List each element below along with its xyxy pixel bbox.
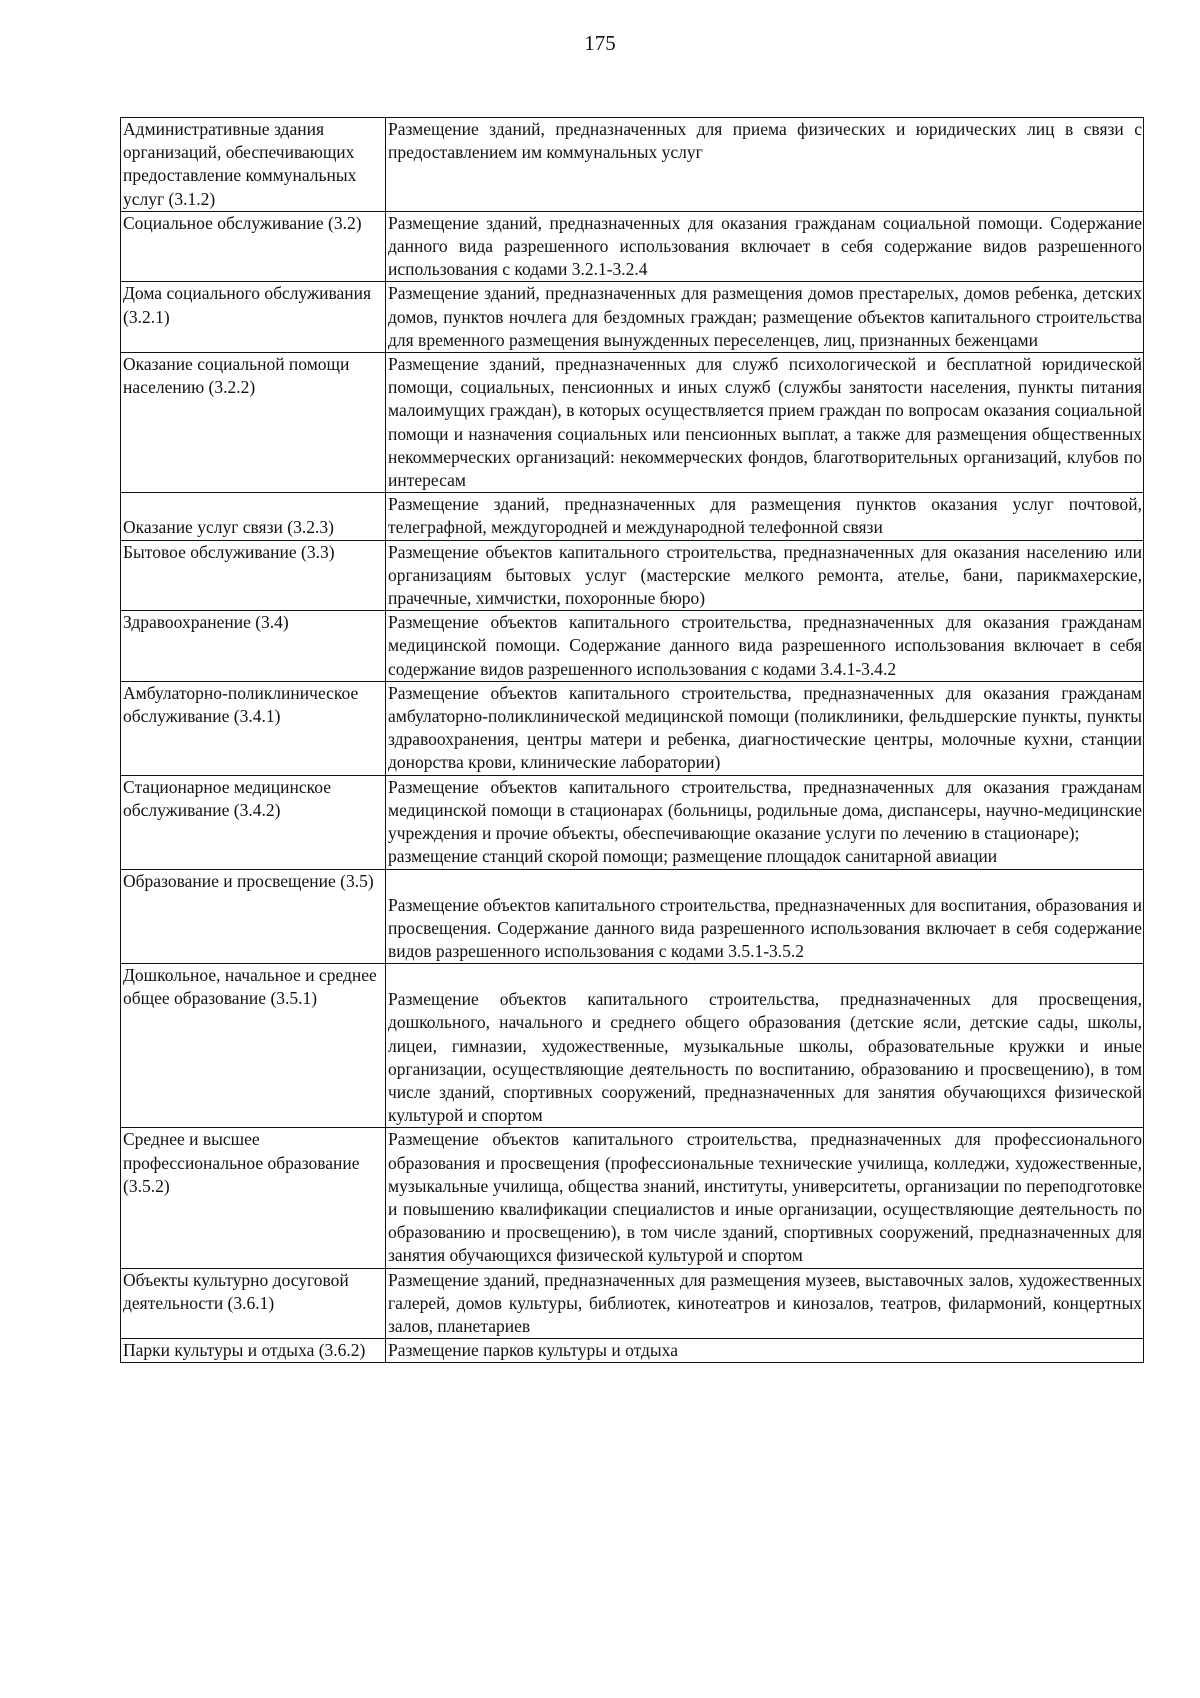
use-type-name: Административные здания организаций, обеспечивающих предоставление коммунальных услуг (3.1.2)	[123, 119, 357, 209]
use-type-name: Образование и просвещение (3.5)	[123, 870, 374, 891]
use-type-cell	[121, 775, 386, 869]
use-type-name: Объекты культурно досуговой деятельности (3.6.1)	[123, 1269, 349, 1313]
use-type-description: Размещение объектов капитального строительства, предназначенных для оказания гражданам амбулаторно-поликлинической медицинской помощи (поликлиники, фельдшерские пункты, пункты здравоохранения, центры матери и ребенка, диагностические центры, молочные кухни, станции донорства крови, клинические лаборатории)	[388, 682, 1142, 773]
use-type-cell	[121, 353, 386, 493]
table-row	[121, 540, 1144, 611]
land-use-table	[120, 117, 1144, 1363]
table-row	[121, 775, 1144, 869]
use-type-description: Размещение объектов капитального строительства, предназначенных для оказания населению или организациям бытовых услуг (мастерские мелкого ремонта, ателье, бани, парикмахерские, прачечные, химчистки, похоронные бюро)	[388, 541, 1142, 609]
use-description-cell	[386, 869, 1144, 964]
use-type-cell	[121, 211, 386, 282]
use-type-description: Размещение объектов капитального строительства, предназначенных для воспитания, образования и просвещения. Содержание данного вида разрешенного использования включает в себя содержание видов разрешенного использования с кодами 3.5.1-3.5.2	[388, 894, 1142, 961]
use-type-description: Размещение зданий, предназначенных для оказания гражданам социальной помощи. Содержание данного вида разрешенного использования включает в себя содержание видов разрешенного использования с кодами 3.2.1-3.2.4	[388, 212, 1142, 280]
use-type-name: Бытовое обслуживание (3.3)	[123, 541, 335, 562]
table-row	[121, 1268, 1144, 1339]
use-type-description: Размещение объектов капитального строительства, предназначенных для просвещения, дошкольного, начального и среднего общего образования (детские ясли, детские сады, школы, лицеи, гимназии, художественные, музыкальные школы, образовательные кружки и иные организации, осуществляющие деятельность по воспитанию, образованию и просвещению), в том числе зданий, спортивных сооружений, предназначенных для занятия обучающихся физической культурой и спортом	[388, 989, 1142, 1126]
use-description-cell	[386, 611, 1144, 682]
use-description-cell	[386, 540, 1144, 611]
use-type-description: Размещение объектов капитального строительства, предназначенных для оказания гражданам медицинской помощи в стационарах (больницы, родильные дома, диспансеры, научно-медицинские учреждения и прочие объекты, обеспечивающие оказание услуги по лечению в стационаре); размещение станций скорой помощи; размещение площадок санитарной авиации	[388, 776, 1142, 867]
use-type-cell	[121, 540, 386, 611]
use-type-description: Размещение парков культуры и отдыха	[388, 1340, 678, 1361]
use-description-cell	[386, 681, 1144, 775]
table-row	[121, 681, 1144, 775]
table-row	[121, 869, 1144, 964]
use-description-cell	[386, 775, 1144, 869]
use-type-name: Дома социального обслуживания (3.2.1)	[123, 283, 372, 327]
use-type-name: Среднее и высшее профессиональное образование (3.5.2)	[123, 1129, 360, 1196]
use-type-cell	[121, 118, 386, 212]
table-row	[121, 353, 1144, 493]
use-type-name: Амбулаторно-поликлиническое обслуживание (3.4.1)	[123, 682, 359, 727]
page-number: 175	[584, 31, 616, 55]
use-description-cell	[386, 493, 1144, 540]
use-description-cell	[386, 353, 1144, 493]
use-type-description: Размещение объектов капитального строительства, предназначенных для оказания гражданам медицинской помощи. Содержание данного вида разрешенного использования включает в себя содержание видов разрешенного использования с кодами 3.4.1-3.4.2	[388, 612, 1142, 679]
use-type-cell	[121, 1339, 386, 1363]
use-description-cell	[386, 211, 1144, 282]
use-type-cell	[121, 493, 386, 540]
table-row	[121, 493, 1144, 540]
use-type-description: Размещение зданий, предназначенных для размещения пунктов оказания услуг почтовой, телеграфной, междугородней и международной телефонной связи	[388, 494, 1142, 538]
use-description-cell	[386, 282, 1144, 353]
use-type-description: Размещение зданий, предназначенных для размещения музеев, выставочных залов, художественных галерей, домов культуры, библиотек, кинотеатров и кинозалов, театров, филармоний, концертных залов, планетариев	[388, 1269, 1142, 1336]
table-row	[121, 1128, 1144, 1268]
table-row	[121, 611, 1144, 682]
use-type-cell	[121, 964, 386, 1128]
use-type-description: Размещение зданий, предназначенных для размещения домов престарелых, домов ребенка, детских домов, пунктов ночлега для бездомных граждан; размещение объектов капитального строительства для временного размещения вынужденных переселенцев, лиц, признанных беженцами	[388, 283, 1142, 350]
use-description-cell	[386, 1128, 1144, 1268]
use-type-name: Здравоохранение (3.4)	[123, 612, 289, 633]
table-row	[121, 1339, 1144, 1363]
use-description-cell	[386, 118, 1144, 212]
use-type-cell	[121, 1268, 386, 1339]
table-row	[121, 211, 1144, 282]
use-type-name: Дошкольное, начальное и среднее общее образование (3.5.1)	[123, 965, 377, 1009]
table-row	[121, 964, 1144, 1128]
use-type-description: Размещение объектов капитального строительства, предназначенных для профессионального образования и просвещения (профессиональные технические училища, колледжи, художественные, музыкальные училища, общества знаний, институты, университеты, организации по переподготовке и повышению квалификации специалистов и иные организации, осуществляющие деятельность по образованию и просвещению), в том числе зданий, спортивных сооружений, предназначенных для занятия обучающихся физической культурой и спортом	[388, 1129, 1142, 1266]
use-type-name: Оказание услуг связи (3.2.3)	[123, 517, 334, 538]
table-row	[121, 282, 1144, 353]
use-type-description: Размещение зданий, предназначенных для приема физических и юридических лиц в связи с предоставлением им коммунальных услуг	[388, 119, 1142, 163]
use-description-cell	[386, 1268, 1144, 1339]
use-type-cell	[121, 681, 386, 775]
use-type-name: Социальное обслуживание (3.2)	[123, 212, 362, 233]
use-type-name: Парки культуры и отдыха (3.6.2)	[123, 1340, 366, 1361]
use-type-name: Оказание социальной помощи населению (3.2.2)	[123, 354, 350, 398]
use-type-description: Размещение зданий, предназначенных для служб психологической и бесплатной юридической помощи, социальных, пенсионных и иных служб (службы занятости населения, пункты питания малоимущих граждан), в которых осуществляется прием граждан по вопросам оказания социальной помощи и назначения социальных или пенсионных выплат, а также для размещения общественных некоммерческих организаций: некоммерческих фондов, благотворительных организаций, клубов по интересам	[388, 354, 1142, 491]
use-description-cell	[386, 964, 1144, 1128]
use-type-cell	[121, 282, 386, 353]
use-type-cell	[121, 611, 386, 682]
use-type-cell	[121, 869, 386, 964]
use-type-cell	[121, 1128, 386, 1268]
use-description-cell	[386, 1339, 1144, 1363]
use-type-name: Стационарное медицинское обслуживание (3.4.2)	[123, 776, 331, 820]
table-row	[121, 118, 1144, 212]
